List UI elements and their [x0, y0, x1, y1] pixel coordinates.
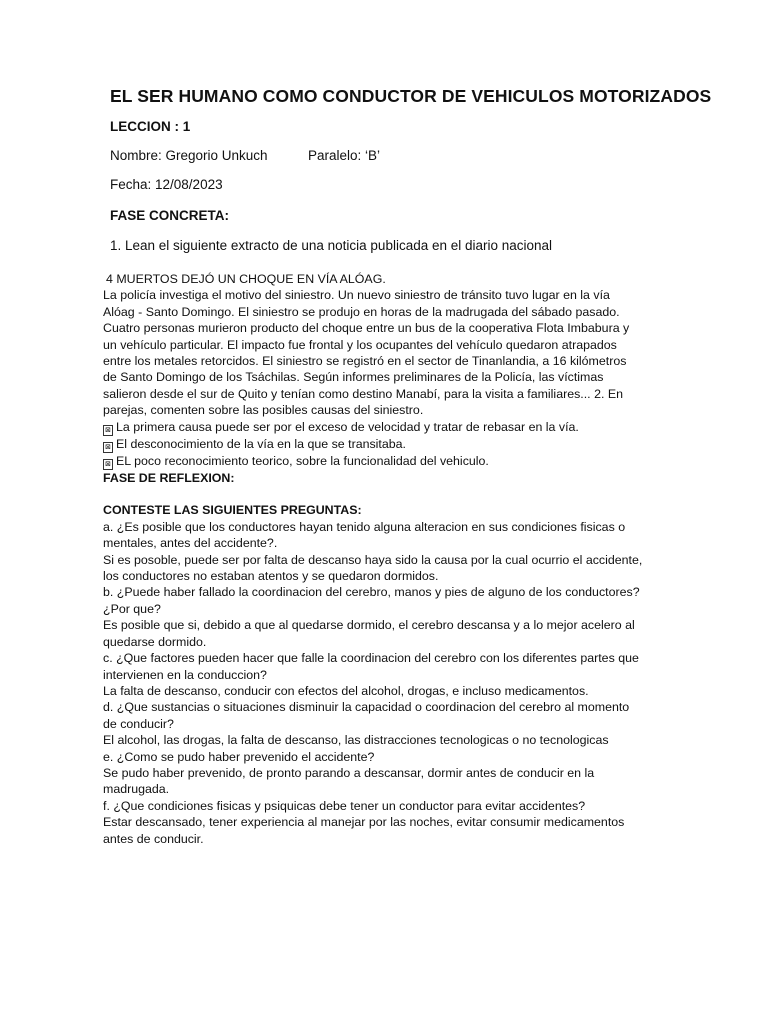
question-line: intervienen en la conduccion?	[103, 667, 267, 682]
student-paralelo: Paralelo: ‘B’	[308, 148, 381, 163]
student-info-line	[110, 148, 381, 163]
answer-line: quedarse dormido.	[103, 634, 207, 649]
question-line: c. ¿Que factores pueden hacer que falle la coordinacion del cerebro con los diferentes partes que	[103, 651, 639, 666]
question-line: de conducir?	[103, 716, 174, 731]
lesson-number: LECCION : 1	[110, 119, 191, 134]
qa-list	[103, 519, 663, 847]
instruction-line: 1. Lean el siguiente extracto de una noticia publicada en el diario nacional	[110, 238, 553, 253]
date-line: Fecha: 12/08/2023	[110, 177, 223, 192]
article-line: un vehículo particular. El impacto fue frontal y los ocupantes del vehículo quedaron atrapados	[103, 337, 617, 352]
question-line: d. ¿Que sustancias o situaciones disminuir la capacidad o coordinacion del cerebro al momento	[103, 700, 630, 715]
article-line: salieron desde el sur de Quito y tenían como destino Manabí, para la visita a familiares... 2. En	[103, 386, 623, 401]
article-line: Alóag - Santo Domingo. El siniestro se produjo en horas de la madrugada del sábado pasado.	[103, 304, 620, 319]
question-line: e. ¿Como se pudo haber prevenido el accidente?	[103, 749, 375, 764]
checkbox-icon: ⊠	[103, 459, 113, 470]
answer-line: Estar descansado, tener experiencia al manejar por las noches, evitar consumir medicamentos	[103, 815, 625, 830]
answer-line: El alcohol, las drogas, la falta de descanso, las distracciones tecnologicas o no tecnologicas	[103, 733, 609, 748]
checkbox-icon: ⊠	[103, 442, 113, 453]
questions-heading: CONTESTE LAS SIGUIENTES PREGUNTAS:	[103, 503, 362, 518]
answer-line: Si es posoble, puede ser por falta de descanso haya sido la causa por la cual ocurrio el accidente,	[103, 552, 643, 567]
article-line: de Santo Domingo de los Tsáchilas. Según informes preliminares de la Policía, las víctimas	[103, 370, 604, 385]
reflection-phase-heading: FASE DE REFLEXION:	[103, 470, 235, 485]
cause-list-item: ⊠ EL poco reconocimiento teorico, sobre la funcionalidad del vehiculo.	[103, 453, 663, 470]
article-headline: 4 MUERTOS DEJÓ UN CHOQUE EN VÍA ALÓAG.	[106, 272, 386, 286]
student-name: Nombre: Gregorio Unkuch	[110, 148, 268, 163]
answer-line: los conductores no estaban atentos y se quedaron dormidos.	[103, 569, 439, 584]
answer-line: madrugada.	[103, 782, 170, 797]
question-line: f. ¿Que condiciones fisicas y psiquicas debe tener un conductor para evitar accidentes?	[103, 798, 586, 813]
cause-list-item: ⊠ La primera causa puede ser por el exceso de velocidad y tratar de rebasar en la vía.	[103, 419, 663, 436]
article-line: La policía investiga el motivo del siniestro. Un nuevo siniestro de tránsito tuvo lugar en la vía	[103, 288, 610, 303]
document-title: EL SER HUMANO COMO CONDUCTOR DE VEHICULOS MOTORIZADOS	[110, 86, 712, 106]
article-line: entre los metales retorcidos. El siniestro se registró en el sector de Tinanlandia, a 16 kilómetros	[103, 354, 627, 369]
answer-line: Se pudo haber prevenido, de pronto parando a descansar, dormir antes de conducir en la	[103, 765, 595, 780]
answer-line: La falta de descanso, conducir con efectos del alcohol, drogas, e incluso medicamentos.	[103, 683, 589, 698]
document-body	[103, 271, 663, 847]
answer-line: antes de conducir.	[103, 831, 204, 846]
cause-list-item: ⊠ El desconocimiento de la vía en la que se transitaba.	[103, 436, 663, 453]
question-line: ¿Por que?	[103, 601, 161, 616]
checkbox-icon: ⊠	[103, 425, 113, 436]
phase-heading: FASE CONCRETA:	[110, 208, 230, 223]
question-line: b. ¿Puede haber fallado la coordinacion del cerebro, manos y pies de alguno de los conductores?	[103, 585, 640, 600]
article-line: parejas, comenten sobre las posibles causas del siniestro.	[103, 403, 424, 418]
article-line: Cuatro personas murieron producto del choque entre un bus de la cooperativa Flota Imbabura y	[103, 321, 630, 336]
cause-list	[103, 419, 663, 470]
question-line: a. ¿Es posible que los conductores hayan tenido alguna alteracion en sus condiciones fisicas o	[103, 519, 626, 534]
question-line: mentales, antes del accidente?.	[103, 536, 278, 551]
article-paragraph	[103, 287, 663, 418]
answer-line: Es posible que si, debido a que al quedarse dormido, el cerebro descansa y a lo mejor acelero al	[103, 618, 635, 633]
